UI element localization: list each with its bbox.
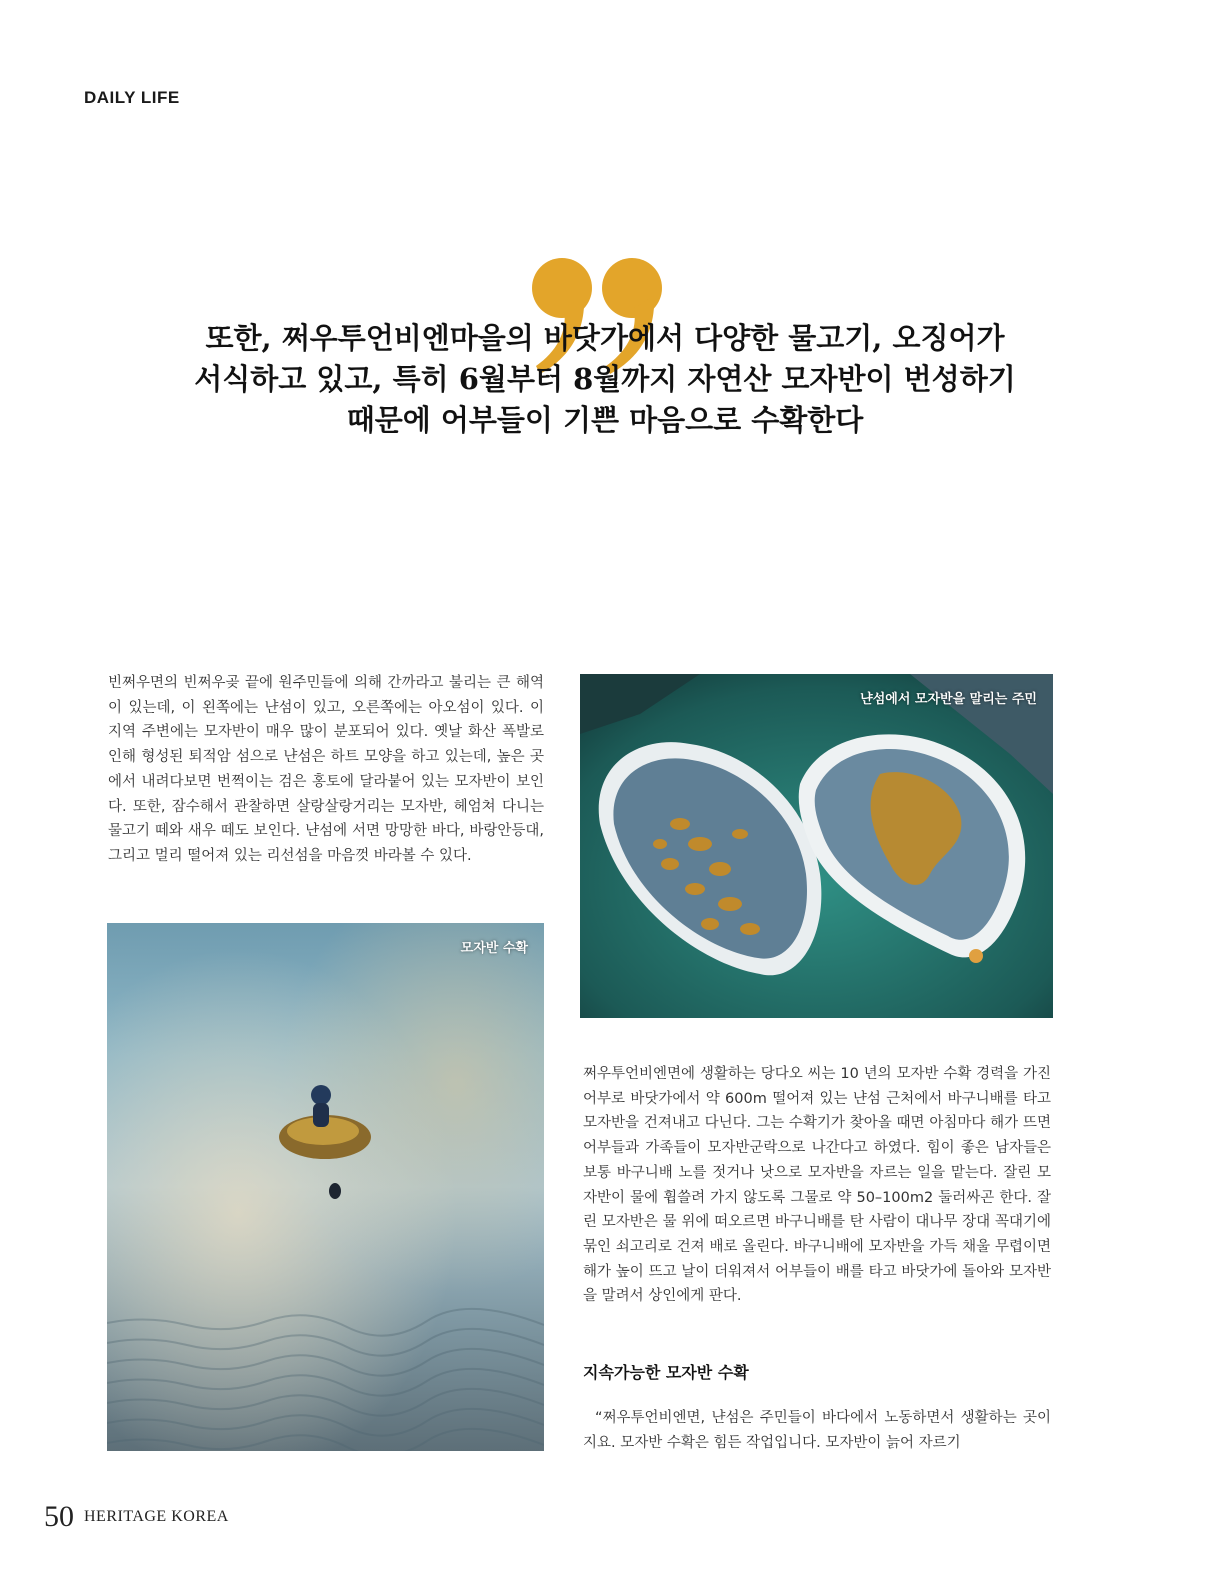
magazine-name: HERITAGE KOREA bbox=[84, 1508, 229, 1525]
pull-quote-line: 때문에 어부들이 기쁜 마음으로 수확한다 bbox=[346, 403, 864, 437]
seaweed-harvest-photo bbox=[107, 923, 544, 1451]
subheading: 지속가능한 모자반 수확 bbox=[583, 1363, 749, 1382]
body-paragraph-right: 쩌우투언비엔면에 생활하는 당다오 씨는 10 년의 모자반 수확 경력을 가진 어부로 바닷가에서 약 600m 떨어져 있는 냔섬 근처에서 바구니배를 타고 모자반을 건져내고 다닌다. 그는 수확기가 찾아올 때면 아침마다 해가 뜨면 어부들과 가족들이 모자반군락으로 나간다고 하였다. 힘이 좋은 남자들은 보통 바구니배 노를 젓거나 낫으로 모자반을 자르는 일을 맡는다. 잘린 모자반이 물에 휩쓸려 가지 않도록 그물로 약 50–100m2 둘러싸곤 한다. 잘린 모자반은 물 위에 떠오르면 바구니배를 탄 사람이 대나무 장대 꼭대기에 묶인 쇠고리로 건져 배로 올린다. 바구니배에 모자반을 가득 채울 무렵이면 해가 높이 뜨고 날이 더워져서 어부들이 배를 타고 바닷가에 돌아와 모자반을 말려서 상인에게 판다. bbox=[583, 1066, 1051, 1305]
page-number: 50 bbox=[44, 1500, 74, 1533]
body-paragraph-left: 빈쩌우면의 빈쩌우곶 끝에 원주민들에 의해 간까라고 불리는 큰 해역이 있는데, 이 왼쪽에는 냔섬이 있고, 오른쪽에는 아오섬이 있다. 이 지역 주변에는 모자반이 매우 많이 분포되어 있다. 옛날 화산 폭발로 인해 형성된 퇴적암 섬으로 냔섬은 하트 모양을 하고 있는데, 높은 곳에서 내려다보면 번쩍이는 검은 홍토에 달라붙어 있는 모자반이 보인다. 또한, 잠수해서 관찰하면 살랑살랑거리는 모자반, 헤엄쳐 다니는 물고기 떼와 새우 떼도 보인다. 냔섬에 서면 망망한 바다, 바랑안등대, 그리고 멀리 떨어져 있는 리선섬을 마음껏 바라볼 수 있다. bbox=[108, 675, 544, 864]
pull-quote bbox=[110, 318, 1100, 441]
pull-quote-line: 서식하고 있고, 특히 6월부터 8월까지 자연산 모자반이 번성하기 bbox=[194, 362, 1016, 396]
body-paragraph-right-2: “쩌우투언비엔면, 냔섬은 주민들이 바다에서 노동하면서 생활하는 곳이지요. 모자반 수확은 힘든 작업입니다. 모자반이 늙어 자르기 bbox=[583, 1410, 1051, 1451]
photo-caption: 모자반 수확 bbox=[460, 941, 528, 956]
photo-caption: 냔섬에서 모자반을 말리는 주민 bbox=[860, 692, 1037, 707]
aerial-island-photo bbox=[580, 674, 1053, 1018]
folio bbox=[44, 1500, 229, 1534]
section-label: DAILY LIFE bbox=[84, 88, 180, 107]
pull-quote-line: 또한, 쩌우투언비엔마을의 바닷가에서 다양한 물고기, 오징어가 bbox=[205, 321, 1005, 355]
